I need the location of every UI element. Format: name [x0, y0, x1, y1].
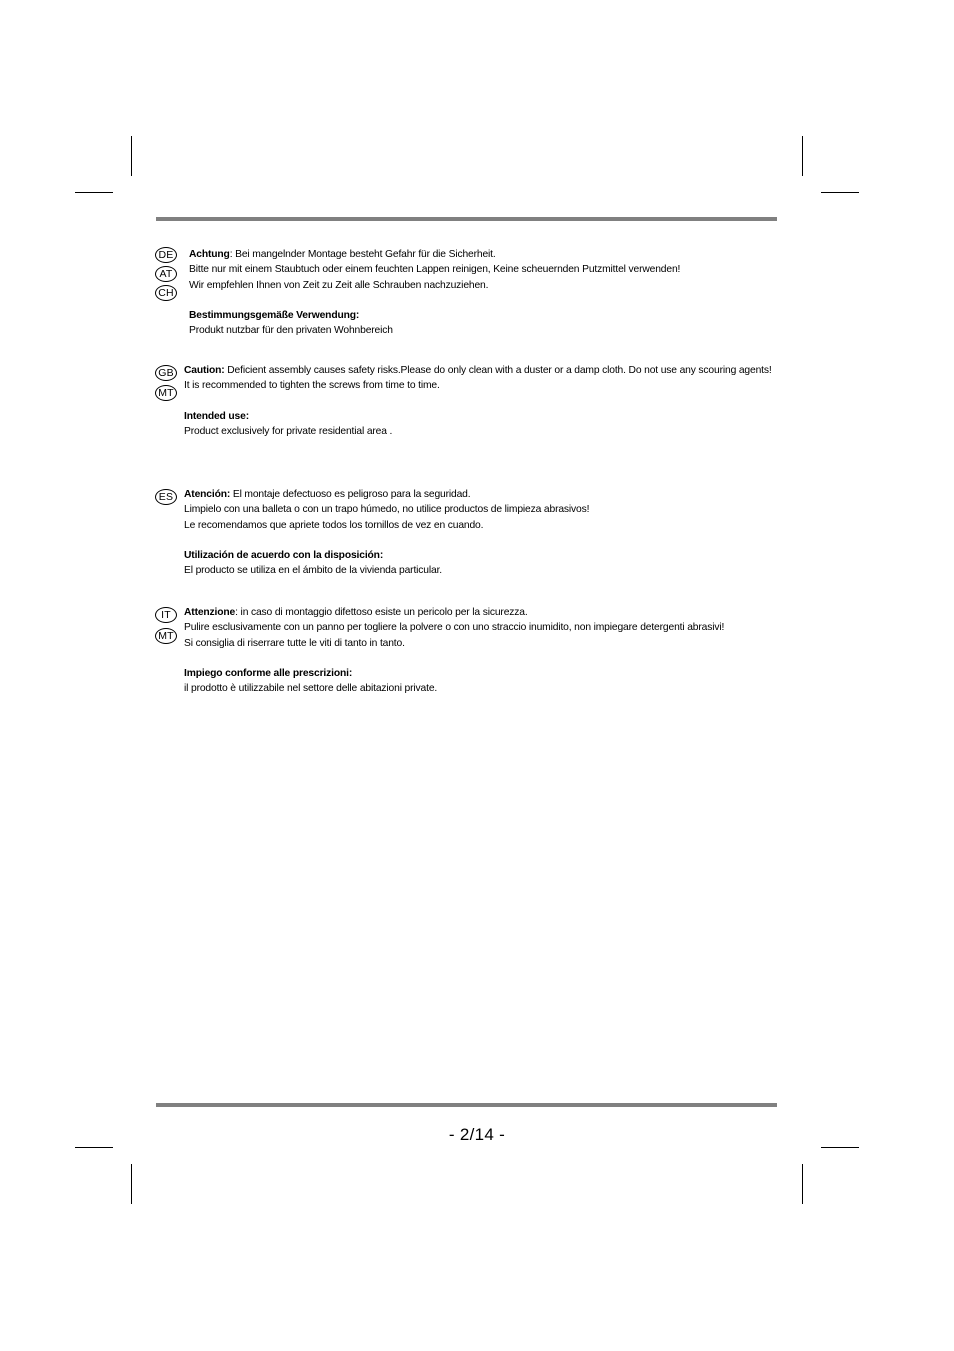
- care-instruction: Limpielo con una balleta o con un trapo húmedo, no utilice productos de limpieza abrasivos!: [184, 504, 590, 516]
- screw-advice: It is recommended to tighten the screws from time to time.: [184, 380, 440, 392]
- caution-text: : in caso di montaggio difettoso esiste un pericolo per la sicurezza.: [235, 607, 528, 618]
- intended-use-text: il prodotto è utilizzabile nel settore delle abitazioni private.: [184, 683, 438, 695]
- intended-use-heading: Utilización de acuerdo con la disposición:: [184, 550, 384, 562]
- bottom-rule: [156, 1103, 777, 1107]
- screw-advice: Si consiglia di riserrare tutte le viti di tanto in tanto.: [184, 637, 405, 649]
- country-badge: ES: [155, 489, 177, 505]
- crop-mark: [821, 192, 859, 193]
- section-body: [184, 363, 784, 439]
- caution-line: [189, 247, 680, 262]
- caution-line: [184, 363, 784, 378]
- section-body: [189, 247, 680, 339]
- crop-mark: [131, 136, 132, 176]
- caution-line: [184, 605, 724, 620]
- country-badge: GB: [155, 365, 177, 381]
- intended-use-heading: Intended use:: [184, 410, 249, 422]
- country-badge: CH: [155, 285, 177, 301]
- intended-use-text: Produkt nutzbar für den privaten Wohnbereich: [189, 325, 393, 337]
- caution-text: : Bei mangelnder Montage besteht Gefahr für die Sicherheit.: [229, 249, 496, 260]
- country-badge: DE: [155, 247, 177, 263]
- screw-advice: Le recomendamos que apriete todos los tornillos de vez en cuando.: [184, 519, 484, 531]
- crop-mark: [802, 136, 803, 176]
- caution-label: Atención:: [184, 489, 231, 500]
- country-badge: MT: [155, 628, 177, 644]
- caution-text: Deficient assembly causes safety risks.Please do only clean with a duster or a damp cloth. Do not use any scouring agents!: [224, 365, 772, 376]
- crop-mark: [75, 192, 113, 193]
- section-body: [184, 605, 724, 697]
- care-instruction: Bitte nur mit einem Staubtuch oder einem feuchten Lappen reinigen, Keine scheuernden Putzmittel verwenden!: [189, 264, 681, 276]
- page-number: - 2/14 -: [448, 1125, 506, 1144]
- caution-label: Achtung: [189, 249, 230, 260]
- screw-advice: Wir empfehlen Ihnen von Zeit zu Zeit alle Schrauben nachzuziehen.: [189, 279, 489, 291]
- caution-label: Attenzione: [184, 607, 236, 618]
- intended-use-heading: Impiego conforme alle prescrizioni:: [184, 668, 353, 680]
- country-badge: IT: [155, 607, 177, 623]
- crop-mark: [802, 1164, 803, 1204]
- caution-text: El montaje defectuoso es peligroso para la seguridad.: [230, 489, 471, 500]
- crop-mark: [131, 1164, 132, 1204]
- intended-use-text: El producto se utiliza en el ámbito de la vivienda particular.: [184, 565, 442, 577]
- caution-label: Caution:: [184, 365, 225, 376]
- section-body: [184, 487, 589, 579]
- caution-line: [184, 487, 589, 502]
- care-instruction: Pulire esclusivamente con un panno per togliere la polvere o con uno straccio inumidito, non impiegare detergenti abrasivi!: [184, 622, 725, 634]
- crop-mark: [821, 1147, 859, 1148]
- country-badge: MT: [155, 385, 177, 401]
- top-rule: [156, 217, 777, 221]
- crop-mark: [75, 1147, 113, 1148]
- country-badge: AT: [155, 266, 177, 282]
- intended-use-text: Product exclusively for private residential area .: [184, 426, 393, 438]
- intended-use-heading: Bestimmungsgemäße Verwendung:: [189, 310, 360, 322]
